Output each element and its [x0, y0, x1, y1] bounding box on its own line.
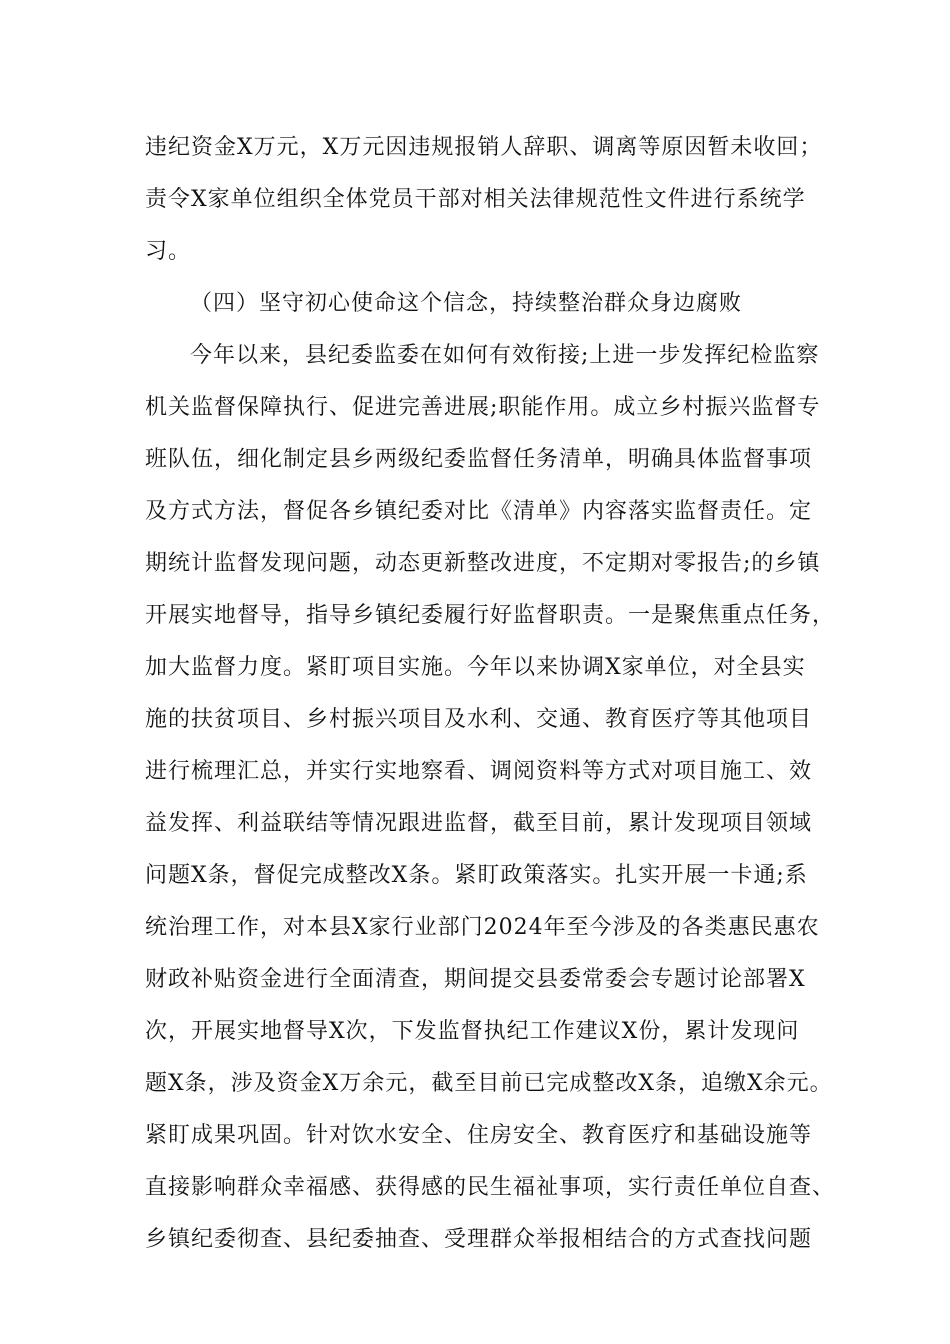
text-line: 违纪资金X万元，X万元因违规报销人辞职、调离等原因暂未收回；	[145, 135, 823, 160]
text-line: 益发挥、利益联结等情况跟进监督，截至目前，累计发现项目领域	[145, 811, 813, 836]
section-heading: （四）坚守初心使命这个信念，持续整治群众身边腐败	[190, 291, 743, 316]
text-line: 今年以来，县纪委监委在如何有效衔接;上进一步发挥纪检监察	[190, 343, 820, 368]
text-line: 题X条，涉及资金X万余元，截至目前已完成整改X条，追缴X余元。	[145, 1071, 833, 1096]
text-line: 加大监督力度。紧盯项目实施。今年以来协调X家单位，对全县实	[145, 655, 806, 680]
text-line: 机关监督保障执行、促进完善进展;职能作用。成立乡村振兴监督专	[145, 395, 821, 420]
text-line: 施的扶贫项目、乡村振兴项目及水利、交通、教育医疗等其他项目	[145, 707, 813, 732]
text-line: 次，开展实地督导X次，下发监督执纪工作建议X份，累计发现问	[145, 1019, 800, 1044]
text-line: 紧盯成果巩固。针对饮水安全、住房安全、教育医疗和基础设施等	[145, 1123, 813, 1148]
text-line: 及方式方法，督促各乡镇纪委对比《清单》内容落实监督责任。定	[145, 499, 813, 524]
text-line: 习。	[145, 239, 192, 264]
text-line: 财政补贴资金进行全面清查，期间提交县委常委会专题讨论部署X	[145, 967, 806, 992]
text-line: 问题X条，督促完成整改X条。紧盯政策落实。扎实开展一卡通;系	[145, 863, 808, 888]
text-line: 乡镇纪委彻查、县纪委抽查、受理群众举报相结合的方式查找问题	[145, 1227, 813, 1252]
text-line: 班队伍，细化制定县乡两级纪委监督任务清单，明确具体监督事项	[145, 447, 813, 472]
text-line: 责令X家单位组织全体党员干部对相关法律规范性文件进行系统学	[145, 187, 806, 212]
text-line: 开展实地督导，指导乡镇纪委履行好监督职责。一是聚焦重点任务，	[145, 603, 836, 628]
text-line: 统治理工作，对本县X家行业部门2024年至今涉及的各类惠民惠农	[145, 915, 820, 940]
text-line: 进行梳理汇总，并实行实地察看、调阅资料等方式对项目施工、效	[145, 759, 813, 784]
text-line: 期统计监督发现问题，动态更新整改进度，不定期对零报告;的乡镇	[145, 551, 821, 576]
text-line: 直接影响群众幸福感、获得感的民生福祉事项，实行责任单位自查、	[145, 1175, 836, 1200]
